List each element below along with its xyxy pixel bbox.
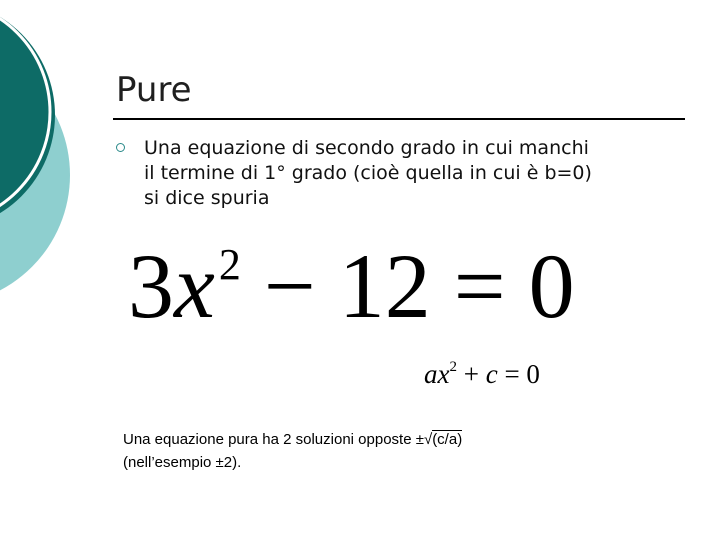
circle-decoration-graphic bbox=[0, 0, 90, 300]
decorative-circles bbox=[0, 0, 90, 300]
equation-exponent: 2 bbox=[218, 240, 241, 289]
general-c: c bbox=[485, 359, 498, 389]
sqrt-content: (c/a) bbox=[432, 431, 463, 448]
note-line-2: (nell’esempio ±2). bbox=[123, 454, 242, 471]
general-a: a bbox=[424, 359, 438, 389]
general-x: x bbox=[437, 359, 450, 389]
sqrt-symbol: √ bbox=[423, 431, 433, 448]
note-prefix: Una equazione pura ha 2 soluzioni opposte ± bbox=[123, 431, 424, 448]
slide-title: Pure bbox=[116, 70, 192, 110]
bullet-text: Una equazione di secondo grado in cui manchi il termine di 1° grado (cioè quella in cui è b=0) si dice spuria bbox=[144, 137, 592, 209]
title-divider bbox=[113, 118, 685, 120]
general-exponent: 2 bbox=[449, 359, 457, 375]
equation-variable: x bbox=[174, 235, 215, 337]
circle-bullet-icon bbox=[116, 143, 125, 152]
main-equation bbox=[128, 235, 575, 337]
note-line-1 bbox=[123, 428, 583, 451]
general-equation bbox=[424, 360, 540, 388]
equation-coefficient: 3 bbox=[128, 235, 174, 337]
equation-rest: − 12 = 0 bbox=[240, 235, 575, 337]
general-plus: + bbox=[456, 359, 486, 389]
note-text bbox=[123, 428, 583, 474]
general-rest: = 0 bbox=[497, 359, 540, 389]
